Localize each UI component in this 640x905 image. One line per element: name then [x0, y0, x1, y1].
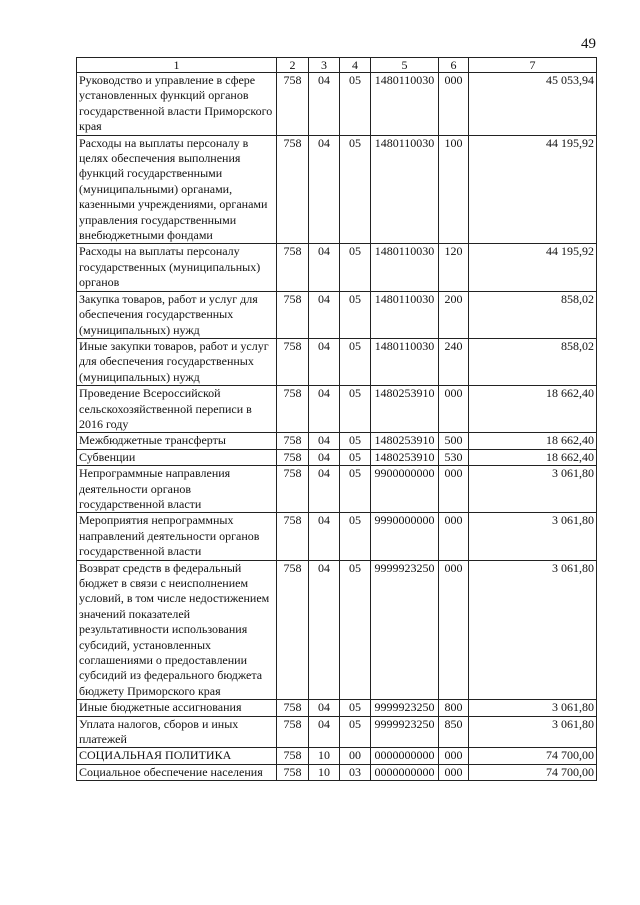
amount: 3 061,80 — [469, 513, 597, 560]
row-name: Уплата налогов, сборов и иных платежей — [77, 716, 277, 748]
subsection-code: 05 — [340, 338, 371, 385]
target-article-code: 9999923250 — [371, 716, 439, 748]
column-number: 1 — [77, 58, 277, 73]
ministry-code: 758 — [277, 764, 309, 780]
target-article-code: 9990000000 — [371, 513, 439, 560]
section-code: 04 — [309, 73, 340, 136]
amount: 44 195,92 — [469, 244, 597, 291]
ministry-code: 758 — [277, 700, 309, 716]
subsection-code: 05 — [340, 513, 371, 560]
expense-type-code: 120 — [439, 244, 469, 291]
expense-type-code: 100 — [439, 135, 469, 244]
expense-type-code: 200 — [439, 291, 469, 338]
row-name: Непрограммные направления деятельности органов государственной власти — [77, 466, 277, 513]
target-article-code: 1480110030 — [371, 73, 439, 136]
expense-type-code: 000 — [439, 560, 469, 700]
column-number: 6 — [439, 58, 469, 73]
target-article-code: 1480110030 — [371, 291, 439, 338]
section-code: 04 — [309, 386, 340, 433]
section-code: 04 — [309, 513, 340, 560]
amount: 3 061,80 — [469, 700, 597, 716]
expense-type-code: 240 — [439, 338, 469, 385]
expense-type-code: 000 — [439, 513, 469, 560]
column-number: 4 — [340, 58, 371, 73]
section-code: 10 — [309, 748, 340, 764]
column-number: 7 — [469, 58, 597, 73]
target-article-code: 9900000000 — [371, 466, 439, 513]
table-row — [77, 560, 597, 700]
amount: 3 061,80 — [469, 466, 597, 513]
ministry-code: 758 — [277, 466, 309, 513]
amount: 44 195,92 — [469, 135, 597, 244]
target-article-code: 1480253910 — [371, 449, 439, 465]
column-number: 3 — [309, 58, 340, 73]
ministry-code: 758 — [277, 716, 309, 748]
expense-type-code: 000 — [439, 73, 469, 136]
subsection-code: 00 — [340, 748, 371, 764]
section-code: 04 — [309, 560, 340, 700]
section-code: 04 — [309, 433, 340, 449]
amount: 74 700,00 — [469, 764, 597, 780]
column-number-row — [77, 58, 597, 73]
table-row — [77, 135, 597, 244]
expense-type-code: 000 — [439, 764, 469, 780]
table-row — [77, 73, 597, 136]
section-code: 04 — [309, 135, 340, 244]
subsection-code: 05 — [340, 466, 371, 513]
table-row — [77, 338, 597, 385]
target-article-code: 1480253910 — [371, 433, 439, 449]
target-article-code: 9999923250 — [371, 700, 439, 716]
amount: 74 700,00 — [469, 748, 597, 764]
expense-type-code: 850 — [439, 716, 469, 748]
subsection-code: 05 — [340, 386, 371, 433]
subsection-code: 03 — [340, 764, 371, 780]
target-article-code: 1480110030 — [371, 135, 439, 244]
ministry-code: 758 — [277, 513, 309, 560]
row-name: Субвенции — [77, 449, 277, 465]
subsection-code: 05 — [340, 700, 371, 716]
section-code: 04 — [309, 700, 340, 716]
ministry-code: 758 — [277, 748, 309, 764]
row-name: Социальное обеспечение населения — [77, 764, 277, 780]
subsection-code: 05 — [340, 449, 371, 465]
column-number: 2 — [277, 58, 309, 73]
table-row — [77, 291, 597, 338]
section-code: 04 — [309, 466, 340, 513]
subsection-code: 05 — [340, 73, 371, 136]
expense-type-code: 000 — [439, 748, 469, 764]
table-row — [77, 513, 597, 560]
row-name: Возврат средств в федеральный бюджет в связи с неисполнением условий, в том числе недостижением значений показателей результативности использования субсидий, установленных соглашениями о предоставлении субсидий из федерального бюджета бюджету Приморского края — [77, 560, 277, 700]
table-row — [77, 716, 597, 748]
row-name: Мероприятия непрограммных направлений деятельности органов государственной власти — [77, 513, 277, 560]
table-row — [77, 748, 597, 764]
target-article-code: 0000000000 — [371, 764, 439, 780]
ministry-code: 758 — [277, 560, 309, 700]
ministry-code: 758 — [277, 291, 309, 338]
target-article-code: 1480253910 — [371, 386, 439, 433]
section-code: 04 — [309, 716, 340, 748]
amount: 18 662,40 — [469, 449, 597, 465]
row-name: Руководство и управление в сфере установленных функций органов государственной власти Приморского края — [77, 73, 277, 136]
row-name: Иные закупки товаров, работ и услуг для обеспечения государственных (муниципальных) нужд — [77, 338, 277, 385]
expense-type-code: 800 — [439, 700, 469, 716]
subsection-code: 05 — [340, 135, 371, 244]
ministry-code: 758 — [277, 135, 309, 244]
expense-type-code: 000 — [439, 466, 469, 513]
amount: 3 061,80 — [469, 716, 597, 748]
expense-type-code: 000 — [439, 386, 469, 433]
table-row — [77, 433, 597, 449]
section-code: 04 — [309, 244, 340, 291]
ministry-code: 758 — [277, 386, 309, 433]
expense-type-code: 500 — [439, 433, 469, 449]
table-row — [77, 244, 597, 291]
row-name: Расходы на выплаты персоналу в целях обеспечения выполнения функций государственными (муниципальными) органами, казенными учреждениями, органами управления государственными внебюджетными фондами — [77, 135, 277, 244]
budget-table — [76, 57, 597, 781]
row-name: Закупка товаров, работ и услуг для обеспечения государственных (муниципальных) нужд — [77, 291, 277, 338]
subsection-code: 05 — [340, 716, 371, 748]
ministry-code: 758 — [277, 338, 309, 385]
target-article-code: 9999923250 — [371, 560, 439, 700]
amount: 858,02 — [469, 338, 597, 385]
table-row — [77, 466, 597, 513]
expense-type-code: 530 — [439, 449, 469, 465]
subsection-code: 05 — [340, 433, 371, 449]
table-row — [77, 449, 597, 465]
subsection-code: 05 — [340, 244, 371, 291]
row-name: СОЦИАЛЬНАЯ ПОЛИТИКА — [77, 748, 277, 764]
table-row — [77, 700, 597, 716]
ministry-code: 758 — [277, 449, 309, 465]
ministry-code: 758 — [277, 244, 309, 291]
section-code: 10 — [309, 764, 340, 780]
page-number: 49 — [581, 36, 596, 52]
ministry-code: 758 — [277, 433, 309, 449]
section-code: 04 — [309, 291, 340, 338]
row-name: Иные бюджетные ассигнования — [77, 700, 277, 716]
amount: 3 061,80 — [469, 560, 597, 700]
amount: 858,02 — [469, 291, 597, 338]
column-number: 5 — [371, 58, 439, 73]
section-code: 04 — [309, 449, 340, 465]
subsection-code: 05 — [340, 291, 371, 338]
amount: 45 053,94 — [469, 73, 597, 136]
target-article-code: 0000000000 — [371, 748, 439, 764]
section-code: 04 — [309, 338, 340, 385]
row-name: Расходы на выплаты персоналу государственных (муниципальных) органов — [77, 244, 277, 291]
ministry-code: 758 — [277, 73, 309, 136]
table-row — [77, 386, 597, 433]
subsection-code: 05 — [340, 560, 371, 700]
row-name: Межбюджетные трансферты — [77, 433, 277, 449]
table-row — [77, 764, 597, 780]
target-article-code: 1480110030 — [371, 244, 439, 291]
row-name: Проведение Всероссийской сельскохозяйственной переписи в 2016 году — [77, 386, 277, 433]
amount: 18 662,40 — [469, 386, 597, 433]
target-article-code: 1480110030 — [371, 338, 439, 385]
amount: 18 662,40 — [469, 433, 597, 449]
